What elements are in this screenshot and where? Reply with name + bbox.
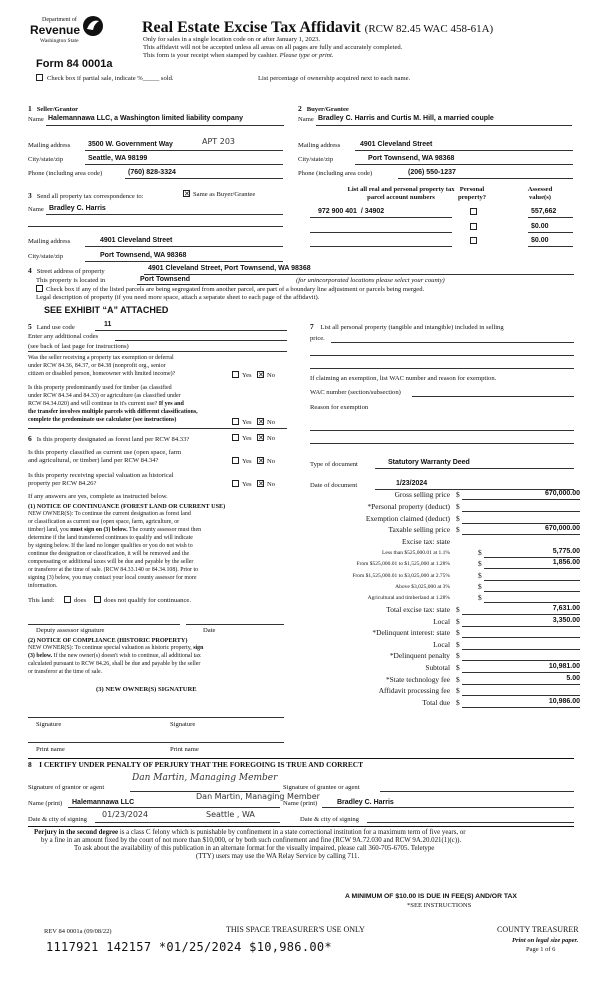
logo-state: Washington State — [40, 38, 79, 44]
n1c: timber) land, you must sign on (3) below. The county assessor must then — [28, 527, 202, 533]
legal-paper-note: Print on legal size paper. — [512, 937, 579, 944]
parcel-hdr-2: parcel account numbers — [367, 194, 435, 201]
notice-continuance-heading: (1) NOTICE OF CONTINUANCE (FOREST LAND OR CURRENT USE) — [28, 503, 226, 510]
ownership-note: List percentage of ownership acquired next to each name. — [258, 75, 411, 82]
n2c: calculated pursuant to RCW 84.26, shall be due and payable by the seller — [28, 661, 201, 667]
segregated-label: Check box if any of the listed parcels are being segregated from another parcel, are part of a boundary line adjustment or parcels being merged. — [46, 286, 425, 293]
assessed-value-2[interactable]: $0.00 — [531, 223, 549, 230]
buyer-phone-label: Phone (including area code) — [298, 170, 373, 177]
n1j: information. — [28, 583, 58, 589]
header-line-1: Only for sales in a single location code on or after January 1, 2023. — [143, 36, 321, 43]
deputy-date-label: Date — [203, 627, 216, 634]
personal-hdr-1: Personal — [459, 186, 485, 193]
county-treasurer: COUNTY TREASURER — [497, 925, 579, 934]
perjury-line-3: To ask about the availability of this publication in an alternate format for the visually impaired, please call 360-705-6705. Teletype — [74, 845, 435, 852]
s5-q2-yes-label: Yes — [242, 419, 252, 426]
tax-value[interactable]: 1,856.00 — [552, 559, 580, 567]
reason-label: Reason for exemption — [310, 404, 369, 411]
personal-hdr-2: property? — [457, 194, 487, 201]
additional-codes-label: Enter any additional codes — [28, 333, 99, 340]
s5-q2-no-label: No — [267, 419, 276, 426]
doc-type-label: Type of document — [310, 461, 358, 468]
wac-label: WAC number (section/subsection) — [310, 389, 401, 396]
s6-q1-no-checkbox[interactable]: ✕ — [258, 434, 264, 442]
corr-name-label: Name — [28, 206, 44, 213]
see-instructions-note: *SEE INSTRUCTIONS — [407, 902, 472, 909]
buyer-heading: 2 Buyer/Grantee — [298, 104, 349, 113]
certify-heading: 8 I CERTIFY UNDER PENALTY OF PERJURY THAT THE FOREGOING IS TRUE AND CORRECT — [28, 760, 364, 769]
assessed-hdr-2: value(s) — [529, 194, 551, 201]
s6-q2b: and agricultural, or timber) land per RCW 84.34? — [28, 457, 159, 464]
property-located-label: This property is located in — [36, 277, 106, 284]
s5-q1-yes-checkbox[interactable] — [232, 371, 239, 378]
tax-dollar-sign: $ — [478, 548, 482, 557]
buyer-city-label: City/state/zip — [298, 156, 334, 163]
tax-label: Excise tax: state — [401, 537, 450, 547]
minimum-due-note: A MINIMUM OF $10.00 IS DUE IN FEE(S) AND/OR TAX — [345, 893, 517, 900]
corr-mailing-label: Mailing address — [28, 238, 71, 245]
seller-heading: 1 Seller/Grantor — [28, 104, 79, 113]
property-street-label: 4 Street address of property — [28, 266, 105, 275]
s5-q2d: the transfer involves multiple parcels with different classifications, — [28, 409, 198, 415]
notice-compliance-heading: (2) NOTICE OF COMPLIANCE (HISTORIC PROPERTY) — [28, 637, 188, 644]
tax-label: *Delinquent interest: state — [372, 628, 450, 638]
tax-dollar-sign: $ — [456, 616, 460, 626]
s7-text-1: 7 List all personal property (tangible and intangible) included in selling — [310, 322, 504, 331]
property-street-field[interactable]: 4901 Cleveland Street, Port Townsend, WA 98368 — [148, 265, 311, 272]
grantor-date-label: Date & city of signing — [28, 816, 87, 823]
s5-q1a: Was the seller receiving a property tax exemption or deferral — [28, 355, 174, 361]
tax-value[interactable]: 10,986.00 — [548, 697, 580, 705]
tax-label: Above $3,025,000 at 3% — [395, 583, 450, 590]
s6-q3b: property per RCW 84.26? — [28, 480, 97, 487]
tax-label: From $1,525,000.01 to $3,025,000 at 2.75% — [352, 572, 450, 579]
tax-label: Subtotal — [425, 663, 450, 672]
tax-value[interactable]: 670,000.00 — [544, 525, 580, 533]
logo-revenue: Revenue — [30, 23, 81, 37]
perjury-line-2: by a fine in an amount fixed by the court of not more than $10,000, or by both such confinement and fine (RCW 9A.72.030 and RCW 9A.20.021(1)(c)). — [41, 837, 462, 844]
s6-q3a: Is this property receiving special valuation as historical — [28, 472, 174, 479]
tax-label: Taxable selling price — [388, 525, 450, 535]
segregated-checkbox[interactable] — [36, 285, 43, 292]
s5-q2a: Is this property predominantly used for timber (as classified — [28, 385, 172, 391]
personal-checkbox-3[interactable] — [470, 237, 477, 244]
tax-label: Gross selling price — [394, 490, 450, 499]
s6-q2-no-checkbox[interactable]: ✕ — [258, 457, 264, 465]
logo-dept: Department of — [42, 17, 77, 23]
seller-mailing-field[interactable]: 3500 W. Government Way — [88, 141, 173, 148]
rev-number: REV 84 0001a (09/08/22) — [44, 928, 112, 935]
s5-q1-no-checkbox[interactable]: ✕ — [258, 371, 264, 379]
grantor-signature[interactable]: Dan Martin, Managing Member — [132, 773, 278, 783]
header-line-3: This form is your receipt when stamped by cashier. Please type or print. — [143, 52, 334, 59]
corr-mailing-field[interactable]: 4901 Cleveland Street — [100, 237, 173, 244]
s6-if-yes: If any answers are yes, complete as instructed below. — [28, 493, 168, 500]
buyer-phone-field[interactable]: (206) 550-1237 — [408, 169, 456, 176]
legal-description-label: Legal description of property (if you need more space, attach a separate sheet to each page of the affidavit). — [36, 294, 320, 301]
tax-value[interactable]: 5.00 — [566, 674, 580, 682]
buyer-name-label: Name — [298, 116, 314, 123]
header-line-2: This affidavit will not be accepted unless all areas on all pages are fully and accurately completed. — [143, 44, 403, 51]
seller-apt-handwritten: APT 203 — [202, 137, 235, 146]
tax-dollar-sign: $ — [456, 639, 460, 649]
s5-q2b: under RCW 84.34 and 84.33) or agriculture (as classified under — [28, 393, 181, 399]
does-checkbox[interactable] — [64, 596, 71, 603]
n1a: NEW OWNER(S): To continue the current designation as forest land — [28, 511, 191, 517]
tax-dollar-sign: $ — [478, 570, 482, 580]
s5-q1b: under RCW 84.36, 84.37, or 84.38 (nonprofit org., senior — [28, 363, 166, 369]
tax-label: *Personal property (deduct) — [367, 501, 450, 511]
doc-date-field[interactable]: 1/23/2024 — [396, 480, 428, 487]
n2b: (3) below. If the new owner(s) doesn't wish to continue, all additional tax — [28, 653, 201, 659]
land-use-label: 5 Land use code — [28, 322, 75, 331]
grantee-name-label: Name (print) — [283, 800, 318, 807]
s6-q3-no-label: No — [267, 481, 276, 488]
tax-dollar-sign: $ — [456, 686, 460, 696]
n1b: or classification as current use (open space, farm, agriculture, or — [28, 519, 180, 525]
s5-q2e: complete the predominate use calculator (see instructions) — [28, 417, 177, 423]
tax-label: *State technology fee — [385, 674, 450, 684]
parcel-1[interactable]: 972 900 401 / 34902 — [318, 208, 385, 215]
s5-q2-yes-checkbox[interactable] — [232, 418, 239, 425]
corr-city-field[interactable]: Port Townsend, WA 98368 — [100, 252, 187, 259]
see-back-note: (see back of last page for instructions) — [28, 343, 129, 350]
tax-dollar-sign: $ — [456, 651, 460, 661]
assessed-hdr-1: Assessed — [527, 186, 553, 193]
owner-signature-label-2: Signature — [170, 721, 196, 728]
form-number: Form 84 0001a — [36, 58, 113, 70]
owner-print-label-1: Print name — [36, 746, 65, 753]
n1i: signing (3) below, you may contact your local county assessor for more — [28, 575, 197, 581]
assessed-value-1[interactable]: 557,662 — [531, 208, 557, 215]
correspondence-text: 3 Send all property tax correspondence to: — [28, 191, 144, 200]
seller-city-field[interactable]: Seattle, WA 98199 — [88, 155, 148, 162]
corr-city-label: City/state/zip — [28, 253, 64, 260]
property-located-field[interactable]: Port Townsend — [140, 276, 191, 283]
owner-print-label-2: Print name — [170, 746, 199, 753]
tax-dollar-sign: $ — [456, 628, 460, 638]
perjury-line-4: (TTY) users may use the WA Relay Service by calling 711. — [196, 853, 360, 860]
tax-dollar-sign: $ — [478, 559, 482, 569]
s5-q2c: RCW 84.34.020) and will continue in it's current use? If yes and — [28, 401, 184, 407]
exhibit-text: SEE EXHIBIT “A” ATTACHED — [44, 305, 169, 315]
revenue-logo-icon — [82, 15, 104, 37]
assessed-value-3[interactable]: $0.00 — [531, 237, 549, 244]
same-as-buyer-checkbox[interactable]: ✕ — [184, 190, 190, 198]
tax-value[interactable]: 5,775.00 — [552, 548, 580, 555]
grantor-name-label: Name (print) — [28, 800, 63, 807]
n2d: or transferor at the time of sale. — [28, 669, 103, 675]
tax-label: *Delinquent penalty — [389, 651, 450, 661]
land-use-field[interactable]: 11 — [104, 321, 112, 328]
s6-q3-no-checkbox[interactable]: ✕ — [258, 480, 264, 488]
s6-q2a: Is this property classified as current use (open space, farm — [28, 449, 182, 456]
n1g: compensating or additional taxes will be due and payable by the seller — [28, 559, 194, 565]
s6-q2-yes-checkbox[interactable] — [232, 457, 239, 464]
form-title: Real Estate Excise Tax Affidavit (RCW 82.45 WAC 458-61A) — [142, 19, 494, 36]
deputy-signature-label: Deputy assessor signature — [36, 627, 105, 634]
buyer-city-field[interactable]: Port Townsend, WA 98368 — [368, 155, 455, 162]
grantor-signature-label: Signature of grantor or agent — [28, 784, 105, 791]
same-as-buyer-label: Same as Buyer/Grantee — [193, 191, 256, 198]
grantee-date-label: Date & city of signing — [300, 816, 359, 823]
grantor-date[interactable]: 01/23/2024 — [102, 810, 149, 819]
s6-q1-yes-checkbox[interactable] — [232, 434, 239, 441]
tax-label: Exemption claimed (deduct) — [365, 513, 450, 523]
seller-name-label: Name — [28, 116, 44, 123]
s6-q1: 6 Is this property designated as forest land per RCW 84.33? — [28, 434, 190, 443]
personal-checkbox-1[interactable] — [470, 208, 477, 215]
s7-text-2: price. — [310, 335, 325, 342]
s6-q2-no-label: No — [267, 458, 276, 465]
does-label: does — [74, 597, 87, 604]
partial-sale-label: Check box if partial sale, indicate %_____ sold. — [47, 75, 174, 82]
tax-dollar-sign: $ — [456, 490, 460, 499]
tax-dollar-sign: $ — [456, 697, 460, 707]
n1d: determine if the land transferred continues to qualify and will indicate — [28, 535, 193, 541]
tax-dollar-sign: $ — [478, 593, 482, 603]
tax-value[interactable]: 670,000.00 — [544, 490, 580, 497]
page-number: Page 1 of 6 — [526, 946, 556, 953]
grantee-name-field[interactable]: Bradley C. Harris — [337, 799, 394, 806]
tax-dollar-sign: $ — [456, 663, 460, 672]
tax-value[interactable]: 7,631.00 — [552, 605, 580, 612]
perjury-line-1: Perjury in the second degree is a class C felony which is punishable by confinement in a state correctional institution for a maximum term of five years, or — [34, 829, 466, 836]
grantor-title: Dan Martin, Managing Member — [196, 792, 320, 801]
grantor-name-field[interactable]: Halemannawa LLC — [72, 799, 135, 806]
s6-q1-yes-label: Yes — [242, 435, 252, 442]
seller-mailing-label: Mailing address — [28, 142, 71, 149]
seller-phone-label: Phone (including area code) — [28, 170, 103, 177]
tax-label: Less than $525,000.01 at 1.1% — [382, 550, 450, 556]
tax-dollar-sign: $ — [456, 605, 460, 614]
tax-dollar-sign: $ — [478, 581, 482, 591]
treasurer-use-only: THIS SPACE TREASURER'S USE ONLY — [226, 925, 365, 934]
parcel-hdr-1: List all real and personal property tax — [347, 186, 455, 193]
seller-phone-field[interactable]: (760) 828-3324 — [128, 169, 176, 176]
n2a: NEW OWNER(S): To continue special valuation as historic property, sign — [28, 645, 204, 651]
s6-q3-yes-label: Yes — [242, 481, 252, 488]
tax-label: Local — [433, 639, 450, 649]
n1h: or transferor at the time of sale. (RCW 84.33.140 or 84.34.108). Prior to — [28, 567, 199, 573]
tax-label: Total excise tax: state — [386, 605, 450, 614]
n1f: continue the designation or classification, it will be removed and the — [28, 551, 190, 557]
buyer-mailing-field[interactable]: 4901 Cleveland Street — [360, 141, 433, 148]
partial-sale-checkbox[interactable] — [36, 74, 43, 81]
tax-dollar-sign: $ — [456, 513, 460, 523]
cashier-stamp: 1117921 142157 *01/25/2024 $10,986.00* — [46, 940, 332, 954]
grantee-signature-label: Signature of grantee or agent — [283, 784, 360, 791]
owner-signature-label-1: Signature — [36, 721, 62, 728]
unincorporated-note: (for unincorporated locations please select your county) — [296, 277, 445, 284]
n1e: by signing below. If the land no longer qualifies or you do not wish to — [28, 543, 193, 549]
tax-label: Total due — [422, 697, 450, 707]
s6-q3-yes-checkbox[interactable] — [232, 480, 239, 487]
buyer-name-field[interactable]: Bradley C. Harris and Curtis M. Hill, a married couple — [318, 115, 494, 122]
new-owner-signature-heading: (3) NEW OWNER(S) SIGNATURE — [96, 686, 197, 693]
s5-q1c: citizen or disabled person, homeowner with limited income)? — [28, 371, 176, 377]
personal-checkbox-2[interactable] — [470, 223, 477, 230]
s5-q1-yes-label: Yes — [242, 372, 252, 379]
seller-name-field[interactable]: Halemannawa LLC, a Washington limited liability company — [48, 115, 243, 122]
exemption-instruction: If claiming an exemption, list WAC number and reason for exemption. — [310, 375, 497, 382]
tax-dollar-sign: $ — [456, 674, 460, 684]
tax-label: Agricultural and timberland at 1.28% — [367, 595, 450, 602]
s5-q2-no-checkbox[interactable]: ✕ — [258, 418, 264, 426]
tax-value[interactable]: 10,981.00 — [548, 663, 580, 670]
s5-q1-no-label: No — [267, 372, 276, 379]
buyer-mailing-label: Mailing address — [298, 142, 341, 149]
corr-name-field[interactable]: Bradley C. Harris — [49, 205, 106, 212]
does-not-checkbox[interactable] — [94, 596, 101, 603]
does-not-label: does not qualify for continuance. — [104, 597, 191, 604]
grantor-city[interactable]: Seattle , WA — [206, 810, 255, 819]
tax-label: Affidavit processing fee — [378, 686, 450, 696]
s6-q2-yes-label: Yes — [242, 458, 252, 465]
doc-type-field[interactable]: Statutory Warranty Deed — [388, 459, 470, 466]
tax-dollar-sign: $ — [456, 525, 460, 535]
tax-value[interactable]: 3,350.00 — [552, 616, 580, 624]
doc-date-label: Date of document — [310, 482, 358, 489]
tax-label: From $525,000.01 to $1,525,000 at 1.28% — [356, 561, 450, 568]
tax-dollar-sign: $ — [456, 501, 460, 511]
this-land-label: This land: — [28, 597, 55, 604]
tax-label: Local — [433, 616, 450, 626]
s6-q1-no-label: No — [267, 435, 276, 442]
seller-city-label: City/state/zip — [28, 156, 64, 163]
